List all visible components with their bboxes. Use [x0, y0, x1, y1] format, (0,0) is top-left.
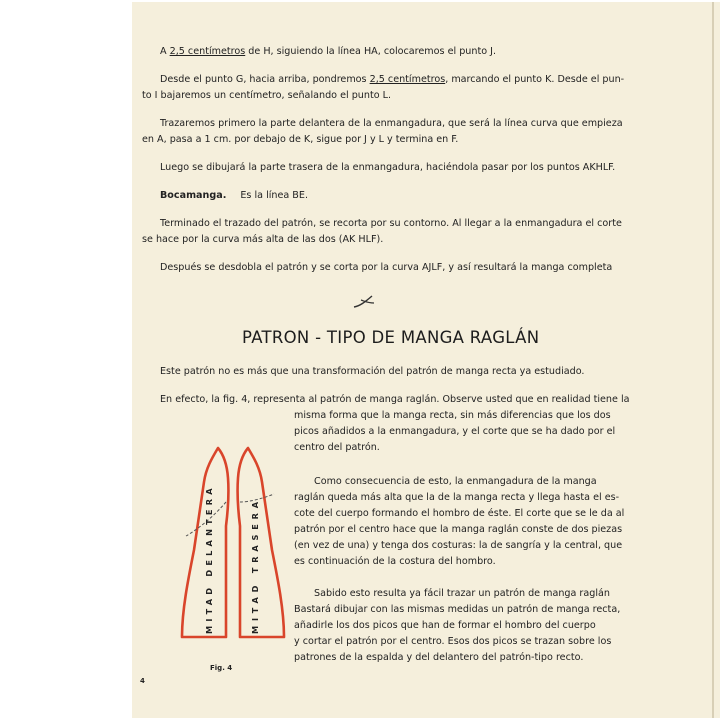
paragraph-10: Como consecuencia de esto, la enmangadura de la manga — [314, 476, 597, 487]
back-half-outline — [238, 448, 284, 637]
paragraph-10-line-6: es continuación de la costura del hombro. — [294, 556, 496, 567]
paragraph-11-line-5: patrones de la espalda y del delantero del patrón-tipo recto. — [294, 652, 584, 663]
page-number: 4 — [140, 677, 145, 685]
text-run: de H, siguiendo la línea HA, colocaremos el punto J. — [245, 46, 497, 57]
paragraph-10-line-5: (en vez de una) y tenga dos costuras: la de sangría y la central, que — [294, 540, 623, 551]
text-run: , marcando el punto K. Desde el pun- — [445, 74, 625, 85]
underlined-measure: 2,5 centímetros — [369, 74, 446, 85]
paragraph-5 — [160, 188, 308, 204]
paragraph-2-line-2: to I bajaremos un centímetro, señalando el punto L. — [142, 90, 392, 101]
paragraph-3: Trazaremos primero la parte delantera de la enmangadura, que será la línea curva que empieza — [160, 118, 623, 129]
document-page — [132, 2, 720, 718]
paragraph-2 — [160, 72, 624, 88]
section-heading: PATRON - TIPO DE MANGA RAGLÁN — [242, 328, 540, 347]
paragraph-11-line-4: y cortar el patrón por el centro. Esos dos picos se trazan sobre los — [294, 636, 612, 647]
paragraph-1 — [160, 44, 496, 60]
paragraph-4: Luego se dibujará la parte trasera de la enmangadura, haciéndola pasar por los puntos AKHLF. — [160, 162, 616, 173]
paragraph-3-line-2: en A, pasa a 1 cm. por debajo de K, sigue por J y L y termina en F. — [142, 134, 459, 145]
text-run: A — [160, 46, 170, 57]
paragraph-10-line-3: cote del cuerpo formando el hombro de éste. El corte que se le da al — [294, 508, 625, 519]
right-half-label: MITAD TRASERA — [250, 497, 260, 634]
flourish-icon — [352, 294, 376, 310]
raglan-sleeve-figure — [174, 440, 292, 645]
bocamanga-label: Bocamanga. — [160, 190, 227, 201]
paragraph-6-line-2: se hace por la curva más alta de las dos (AK HLF). — [142, 234, 384, 245]
paragraph-11-line-2: Bastará dibujar con las mismas medidas un patrón de manga recta, — [294, 604, 621, 615]
figure-caption: Fig. 4 — [210, 664, 233, 672]
text-run: Es la línea BE. — [240, 190, 308, 201]
text-run: Desde el punto G, hacia arriba, pondremos — [160, 74, 370, 85]
paragraph-9: En efecto, la fig. 4, representa al patrón de manga raglán. Observe usted que en realidad tiene la — [160, 394, 630, 405]
left-half-label: MITAD DELANTERA — [204, 484, 214, 634]
paragraph-9-line-4: centro del patrón. — [294, 442, 380, 453]
paragraph-10-line-4: patrón por el centro hace que la manga raglán conste de dos piezas — [294, 524, 623, 535]
paragraph-11: Sabido esto resulta ya fácil trazar un patrón de manga raglán — [314, 588, 610, 599]
paragraph-10-line-2: raglán queda más alta que la de la manga recta y llega hasta el es- — [294, 492, 620, 503]
paragraph-7: Después se desdobla el patrón y se corta por la curva AJLF, y así resultará la manga completa — [160, 262, 613, 273]
paragraph-9-line-2: misma forma que la manga recta, sin más diferencias que los dos — [294, 410, 611, 421]
paragraph-9-line-3: picos añadidos a la enmangadura, y el corte que se ha dado por el — [294, 426, 616, 437]
paragraph-8: Este patrón no es más que una transformación del patrón de manga recta ya estudiado. — [160, 366, 585, 377]
underlined-measure: 2,5 centímetros — [169, 46, 246, 57]
paragraph-11-line-3: añadirle los dos picos que han de formar el hombro del cuerpo — [294, 620, 596, 631]
paragraph-6: Terminado el trazado del patrón, se recorta por su contorno. Al llegar a la enmangadura el corte — [160, 218, 622, 229]
